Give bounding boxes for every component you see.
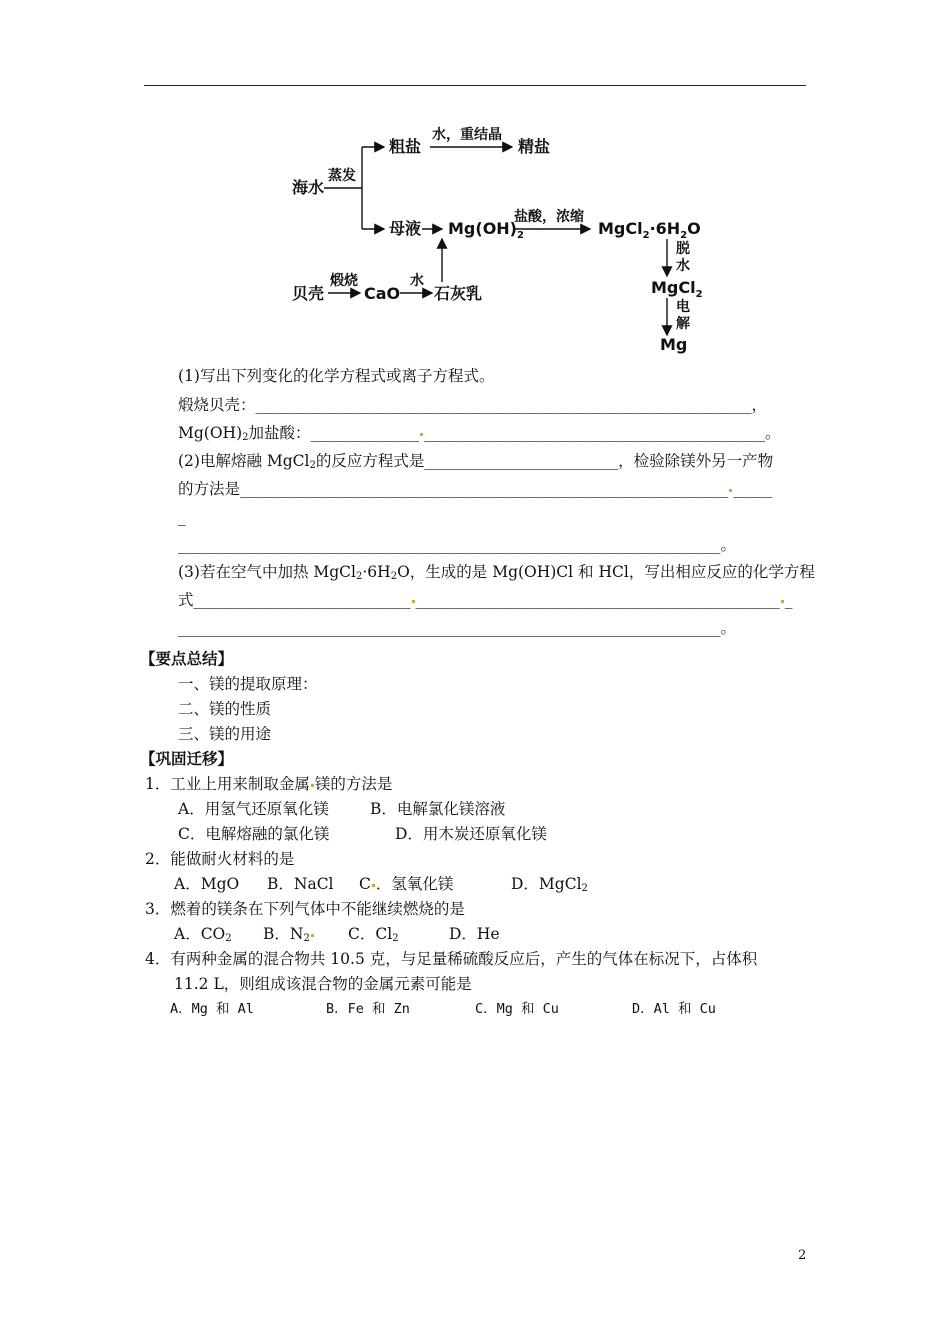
practice-q3-option-a: A．$CO_2$ <box>174 925 232 944</box>
practice-q4-option-b: B．Fe 和 Zn <box>326 1001 410 1017</box>
mark-dot <box>781 600 784 603</box>
practice-q4-stem-1: 4．有两种金属的混合物共 10.5 克，与足量稀硫酸反应后，产生的气体在标况下，占体积 <box>145 950 758 968</box>
practice-q4-option-c: C．Mg 和 Cu <box>475 1001 559 1017</box>
dehydrate-label-1: 脱 <box>676 241 690 257</box>
mark-dot <box>311 784 314 787</box>
practice-q2-option-b: B．NaCl <box>267 875 334 893</box>
q3-line-2: 式____________________________ _______________________________________________ _ <box>178 591 793 609</box>
q1-calcine-blank: ________________________________________________________________， <box>255 396 768 414</box>
practice-q1-option-d: D．用木炭还原氧化镁 <box>395 825 547 843</box>
lime-milk-label: 石灰乳 <box>434 284 483 303</box>
q1-intro: (1)写出下列变化的化学方程式或离子方程式。 <box>178 367 495 385</box>
calcine-label: 煅烧 <box>330 273 358 289</box>
mark-dot <box>311 934 314 937</box>
electrolysis-label-1: 电 <box>676 299 690 315</box>
practice-q3-option-c: C．$Cl_2$ <box>348 925 399 944</box>
summary-item-2: 二、镁的性质 <box>178 700 272 718</box>
practice-q4-stem-2: 11.2 L，则组成该混合物的金属元素可能是 <box>174 975 472 993</box>
mark-dot <box>729 489 732 492</box>
practice-q4-option-d: D．Al 和 Cu <box>632 1001 716 1017</box>
dehydrate-label-2: 水 <box>676 258 690 274</box>
q2-line-1: (2)电解熔融 MgCl$_2$的反应方程式是_________________________，检验除镁外另一产物 <box>178 452 774 471</box>
water-recrystallize-label: 水，重结晶 <box>432 127 502 143</box>
summary-item-1: 一、镁的提取原理： <box>178 675 318 693</box>
mark-dot <box>372 884 375 887</box>
q2-line-2: 的方法是_______________________________________________________________ _____ <box>178 480 773 498</box>
seawater-label: 海水 <box>292 178 325 197</box>
summary-heading: 【要点总结】 <box>140 649 234 668</box>
q1-mgoh2-line: $Mg(OH)_2$加盐酸：______________ ____________________________________________。 <box>178 424 781 443</box>
evaporate-label: 蒸发 <box>328 168 356 184</box>
q1-calcine-line: 煅烧贝壳：________________________________________________________________， <box>178 396 768 414</box>
refined-salt-label: 精盐 <box>518 137 551 156</box>
q3-line-3: ______________________________________________________________________。 <box>178 619 737 637</box>
practice-q2-option-c: C ．氢氧化镁 <box>359 875 454 893</box>
crude-salt-label: 粗盐 <box>389 137 422 156</box>
mother-liquor-label: 母液 <box>389 219 422 238</box>
q2-line-3: _ <box>178 508 186 526</box>
page-number: 2 <box>798 1248 807 1263</box>
practice-q1-option-b: B．电解氯化镁溶液 <box>370 800 506 818</box>
practice-q1-option-a: A．用氢气还原氧化镁 <box>178 800 329 818</box>
mark-dot <box>420 433 423 436</box>
practice-q3-stem: 3．燃着的镁条在下列气体中不能继续燃烧的是 <box>145 900 465 918</box>
q2-line-4: ______________________________________________________________________。 <box>178 536 737 554</box>
practice-q1-option-c: C．电解熔融的氯化镁 <box>178 825 330 843</box>
mgcl2-label: MgCl$_2$ <box>651 278 703 301</box>
electrolysis-label-2: 解 <box>676 316 690 332</box>
extraction-flow-diagram <box>282 122 722 357</box>
practice-q2-option-a: A．MgO <box>174 875 240 893</box>
mg-label: Mg <box>660 335 688 354</box>
summary-item-3: 三、镁的用途 <box>178 725 272 743</box>
practice-q1-stem: 1．工业上用来制取金属 镁的方法是 <box>145 775 393 793</box>
water-label: 水 <box>410 273 424 289</box>
mg-oh2-label: $Mg(OH)_2$ <box>448 219 524 242</box>
mgcl2-hydrate-label: $MgCl_2\cdot 6H_2O$ <box>598 219 701 242</box>
practice-q2-stem: 2．能做耐火材料的是 <box>145 850 295 868</box>
practice-q2-option-d: D．MgCl$_2$ <box>511 875 588 894</box>
cao-label: CaO <box>364 284 401 303</box>
practice-q3-option-d: D．He <box>449 925 500 943</box>
practice-q4-option-a: A．Mg 和 Al <box>170 1001 254 1017</box>
practice-q3-option-b: B．$N_2$ <box>263 925 315 945</box>
mark-dot <box>412 600 415 603</box>
practice-heading: 【巩固迁移】 <box>140 749 234 768</box>
header-rule <box>144 85 806 86</box>
q3-line-1: (3)若在空气中加热 $MgCl_2\cdot 6H_2O$，生成的是 Mg(OH)Cl 和 HCl，写出相应反应的化学方程 <box>178 563 815 582</box>
shell-label: 贝壳 <box>292 284 325 303</box>
hcl-concentrate-label: 盐酸，浓缩 <box>514 209 584 225</box>
